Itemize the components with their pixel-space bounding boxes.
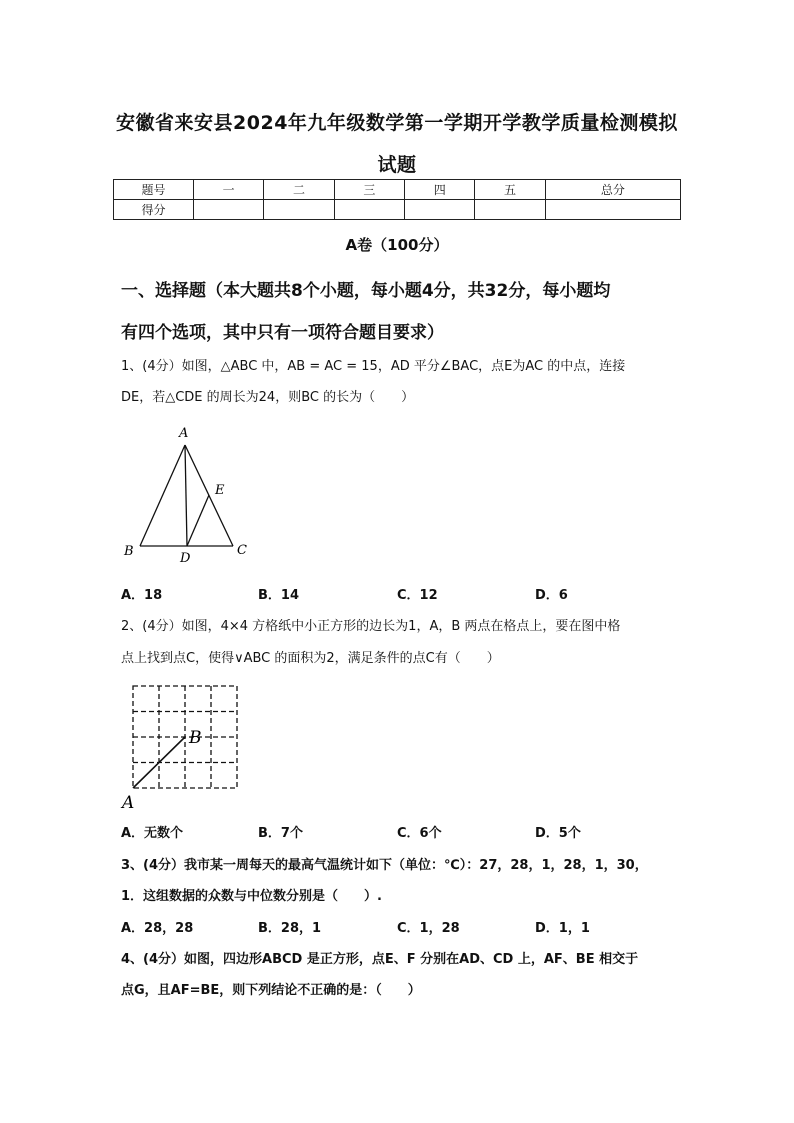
page-title-continued: 试题: [377, 154, 417, 176]
q1-option-d[interactable]: D．6: [535, 588, 568, 603]
q1-stem: 1、(4分）如图，△ABC 中，AB = AC = 15，AD 平分∠BAC，点E为AC 的中点，连接: [121, 359, 626, 374]
score-table-score-row: [114, 200, 681, 220]
q3-stem: 3、(4分）我市某一周每天的最高气温统计如下（单位：℃）：27，28，1，28，1，30，: [121, 858, 648, 873]
q3-option-a[interactable]: A．28，28: [121, 921, 194, 936]
score-cell: [475, 200, 545, 220]
q2-option-d[interactable]: D．5个: [535, 826, 581, 841]
q1-option-a[interactable]: A．18: [121, 588, 163, 603]
part1-heading: 一、选择题（本大题共8个小题，每小题4分，共32分，每小题均: [121, 281, 611, 301]
q2-option-b[interactable]: B．7个: [258, 826, 303, 841]
score-cell: [334, 200, 404, 220]
score-row-label: 得分: [114, 200, 194, 220]
q1-triangle-figure: [115, 420, 265, 570]
score-header-cell: 四: [405, 180, 475, 200]
q2-option-a[interactable]: A．无数个: [121, 826, 184, 841]
q1-label-a: A: [179, 426, 189, 441]
q1-label-c: C: [237, 543, 247, 558]
q3-option-c[interactable]: C．1，28: [397, 921, 460, 936]
score-header-cell: 五: [475, 180, 545, 200]
part1-heading-continued: 有四个选项，其中只有一项符合题目要求）: [121, 323, 444, 343]
score-cell: [194, 200, 264, 220]
q3-option-b[interactable]: B．28，1: [258, 921, 322, 936]
q1-label-b: B: [124, 544, 134, 559]
q1-option-b[interactable]: B．14: [258, 588, 299, 603]
score-cell: [545, 200, 680, 220]
page-title: 安徽省来安县2024年九年级数学第一学期开学教学质量检测模拟: [116, 112, 678, 134]
score-header-cell: 一: [194, 180, 264, 200]
q2-grid-figure: [118, 678, 248, 812]
q2-label-b: B: [189, 728, 202, 748]
q4-stem-continued: 点G，且AF=BE，则下列结论不正确的是：（ ）: [121, 983, 421, 998]
q2-stem: 2、(4分）如图，4×4 方格纸中小正方形的边长为1，A，B 两点在格点上，要在图中格: [121, 619, 621, 634]
score-cell: [264, 200, 334, 220]
q2-label-a: A: [122, 793, 135, 812]
q2-option-c[interactable]: C．6个: [397, 826, 442, 841]
q1-label-d: D: [180, 551, 191, 566]
q4-stem: 4、(4分）如图，四边形ABCD 是正方形，点E、F 分别在AD、CD 上，AF、BE 相交于: [121, 952, 639, 967]
score-table-header-row: [114, 180, 681, 200]
score-header-cell: 总分: [545, 180, 680, 200]
score-header-cell: 二: [264, 180, 334, 200]
score-header-cell: 题号: [114, 180, 194, 200]
q3-option-d[interactable]: D．1，1: [535, 921, 590, 936]
section-a-title: A卷（100分）: [345, 236, 449, 254]
q1-option-c[interactable]: C．12: [397, 588, 438, 603]
q2-stem-continued: 点上找到点C，使得∨ABC 的面积为2，满足条件的点C有（ ）: [121, 651, 500, 666]
score-table: [113, 179, 681, 220]
score-header-cell: 三: [334, 180, 404, 200]
q1-stem-continued: DE，若△CDE 的周长为24，则BC 的长为（ ）: [121, 390, 415, 405]
score-cell: [405, 200, 475, 220]
q1-label-e: E: [215, 483, 225, 498]
q3-stem-continued: 1．这组数据的众数与中位数分别是（ ）.: [121, 889, 382, 904]
